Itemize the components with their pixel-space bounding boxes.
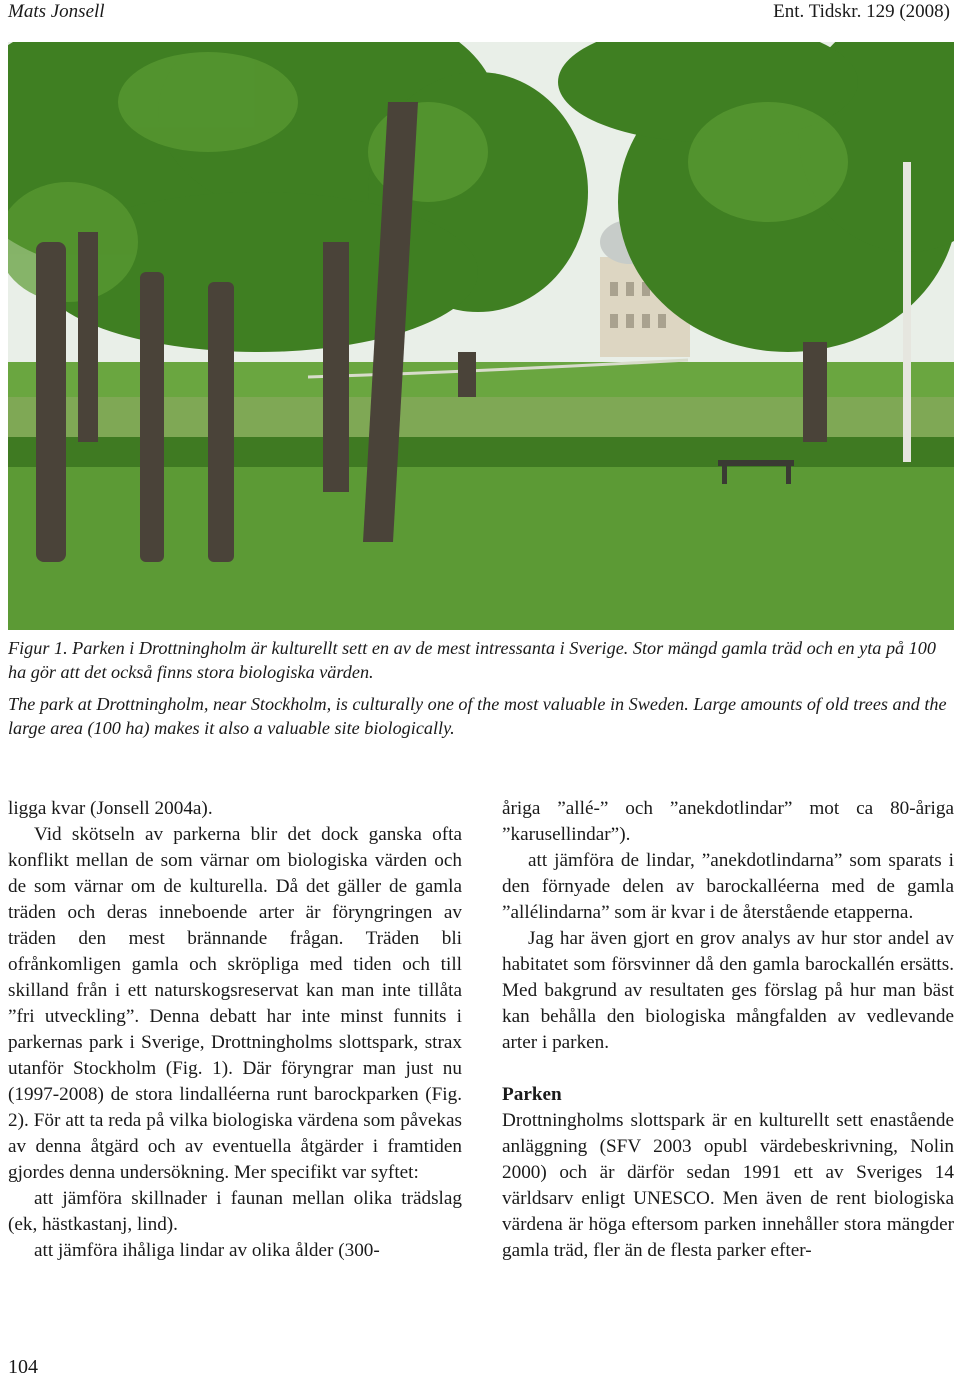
running-header-author: Mats Jonsell (8, 1, 105, 22)
right-column (502, 796, 954, 1264)
paragraph: Drottningholms slottspark är en kulturellt sett enastående anläggning (SFV 2003 opubl värdebeskrivning, Nolin 2000) och är därför sedan 1991 ett av Sveriges 14 världsarv enligt UNESCO. Men även de rent biologiska värdena är höga eftersom parken innehåller stora mängder gamla träd, fler än de flesta parker efter- (502, 1110, 954, 1261)
paragraph: Vid skötseln av parkerna blir det dock ganska ofta konflikt mellan de som värnar om biologiska värden och de som värnar om de kulturella. Då det gäller de gamla träden och deras inneboende arter är föryngringen av träden den mest brännande frågan. Träden bli ofrånkomligen gamla och skröpliga med tiden och till skilland från i ett naturskogsreservat kan man inte tillåta ”fri utveckling”. Denna debatt har inte minst funnits i parkernas park i Sverige, Drottningholms slottspark, strax utanför Stockholm (Fig. 1). Där föryngrar man just nu (1997-2008) de stora lindalléerna runt barockparken (Fig. 2). För att ta reda på vilka biologiska värdena som påvekas av denna åtgärd och av eventuella åtgärder i framtiden gjordes denna undersökning. Mer specifikt var syftet: (8, 824, 462, 1183)
paragraph: att jämföra skillnader i faunan mellan olika trädslag (ek, hästkastanj, lind). (8, 1188, 462, 1235)
paragraph: åriga ”allé-” och ”anekdotlindar” mot ca 80-åriga ”karusellindar”). (502, 798, 954, 845)
left-column (8, 796, 462, 1264)
caption-swedish: Figur 1. Parken i Drottningholm är kulturellt sett en av de mest intressanta i Sverige. Stor mängd gamla träd och en yta på 100 ha gör att det också finns stora biologiska värden. (8, 638, 936, 682)
caption-english: The park at Drottningholm, near Stockholm, is culturally one of the most valuable in Sweden. Large amounts of old trees and the large area (100 ha) makes it also a valuable site biologically. (8, 694, 947, 738)
running-header-journal: Ent. Tidskr. 129 (2008) (773, 1, 950, 22)
paragraph: Jag har även gjort en grov analys av hur stor andel av habitatet som försvinner då den gamla barockallén ersätts. Med bakgrund av resultaten ges förslag på hur man bäst kan behålla den biologiska mångfalden av vedlevande arter i parken. (502, 928, 954, 1053)
page-number: 104 (8, 1356, 38, 1378)
figure-photo (8, 42, 954, 630)
paragraph: att jämföra ihåliga lindar av olika ålder (300- (34, 1240, 380, 1261)
paragraph: ligga kvar (Jonsell 2004a). (8, 798, 213, 819)
section-heading: Parken (502, 1084, 562, 1105)
paragraph: att jämföra de lindar, ”anekdotlindarna” som sparats i den förnyade delen av barockalléerna med de gamla ”allélindarna” som är kvar i de återstående etapperna. (502, 850, 954, 923)
park-photo-illustration (8, 42, 954, 630)
figure-caption (8, 636, 956, 740)
